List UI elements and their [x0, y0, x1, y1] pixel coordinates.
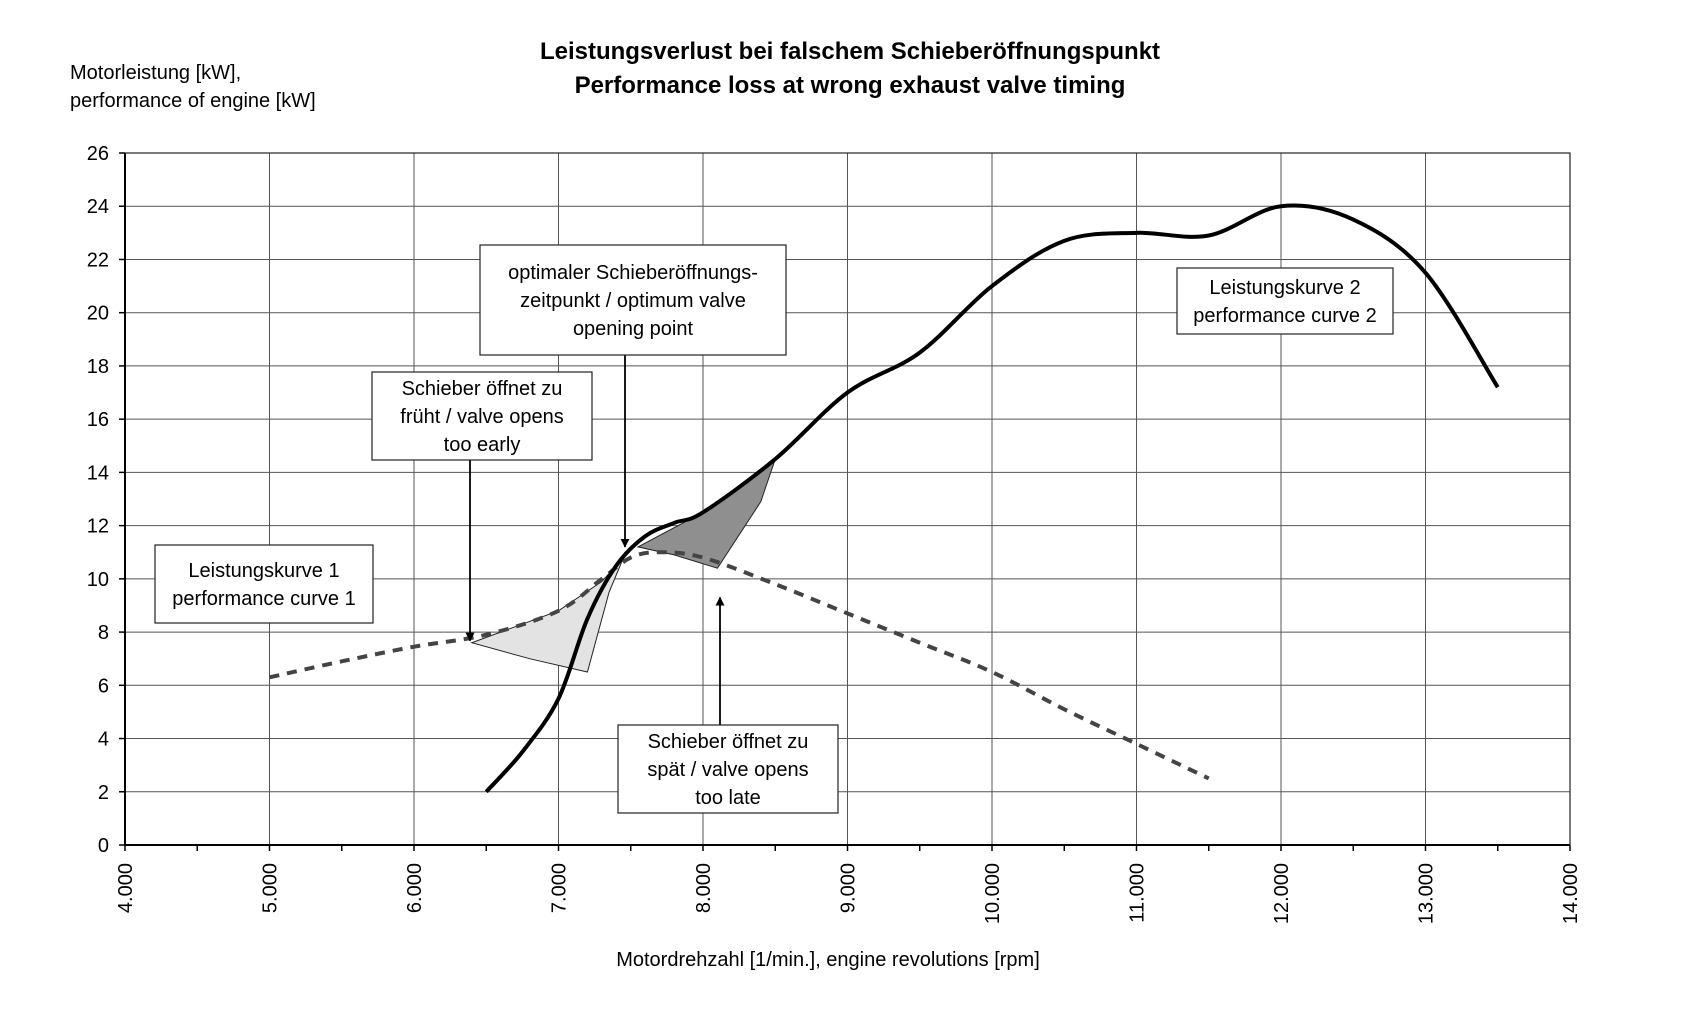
y-tick-label: 2 [97, 781, 109, 804]
annotation-line: Leistungskurve 1 [188, 560, 340, 582]
x-tick-label: 7.000 [548, 863, 571, 914]
x-tick-label: 11.000 [1126, 863, 1149, 923]
y-tick-label: 16 [86, 409, 109, 432]
annotations [155, 245, 1393, 813]
y-tick-label: 4 [97, 728, 109, 751]
chart-title-line: Performance loss at wrong exhaust valve timing [574, 72, 1126, 99]
x-tick-label: 10.000 [982, 863, 1004, 925]
axes [119, 153, 1570, 851]
x-tick-label: 9.000 [837, 863, 860, 914]
annotation-line: performance curve 2 [1193, 305, 1377, 327]
chart-text [70, 38, 1160, 971]
y-tick-label: 6 [97, 675, 109, 698]
x-tick-label: 13.000 [1415, 863, 1438, 925]
annotation-line: too early [443, 434, 521, 456]
loss-region [472, 558, 624, 672]
y-tick-label: 26 [86, 143, 109, 165]
annotation-line: früht / valve opens [400, 406, 564, 428]
annotation-box-curve1 [155, 545, 373, 623]
chart-title-line: Leistungsverlust bei falschem Schieberöffnungspunkt [539, 38, 1161, 65]
chart-title [540, 38, 1160, 99]
annotation-line: Schieber öffnet zu [647, 731, 809, 753]
y-tick-label: 10 [86, 568, 109, 591]
x-tick-label: 6.000 [404, 863, 426, 914]
annotation-line: Leistungskurve 2 [1209, 277, 1361, 299]
x-tick-label: 8.000 [693, 863, 715, 914]
y-tick-label: 24 [86, 196, 109, 219]
y-tick-label: 8 [97, 622, 109, 645]
y-tick-label: 12 [86, 515, 109, 538]
annotation-line: opening point [572, 318, 694, 340]
annotation-line: too late [695, 787, 761, 809]
annotation-line: zeitpunkt / optimum valve [520, 290, 746, 312]
x-axis-label: Motordrehzahl [1/min.], engine revolutions [rpm] [616, 949, 1040, 971]
y-tick-label: 22 [86, 249, 109, 272]
annotation-line: performance curve 1 [172, 588, 356, 610]
y-tick-label: 0 [97, 835, 109, 857]
annotation-line: optimaler Schieberöffnungs- [508, 262, 758, 284]
annotation-line: Schieber öffnet zu [401, 378, 563, 400]
y-tick-label: 18 [86, 355, 109, 378]
x-tick-label: 4.000 [115, 863, 137, 914]
annotation-line: spät / valve opens [647, 759, 809, 781]
x-tick-label: 12.000 [1271, 863, 1293, 925]
y-tick-label: 14 [86, 462, 109, 485]
y-axis-label-line: performance of engine [kW] [70, 90, 316, 112]
x-tick-label: 5.000 [259, 863, 282, 914]
y-axis-label [70, 62, 316, 112]
y-tick-label: 20 [86, 302, 109, 325]
grid [125, 153, 1570, 845]
y-axis-label-line: Motorleistung [kW], [70, 62, 242, 84]
x-tick-label: 14.000 [1560, 863, 1582, 925]
